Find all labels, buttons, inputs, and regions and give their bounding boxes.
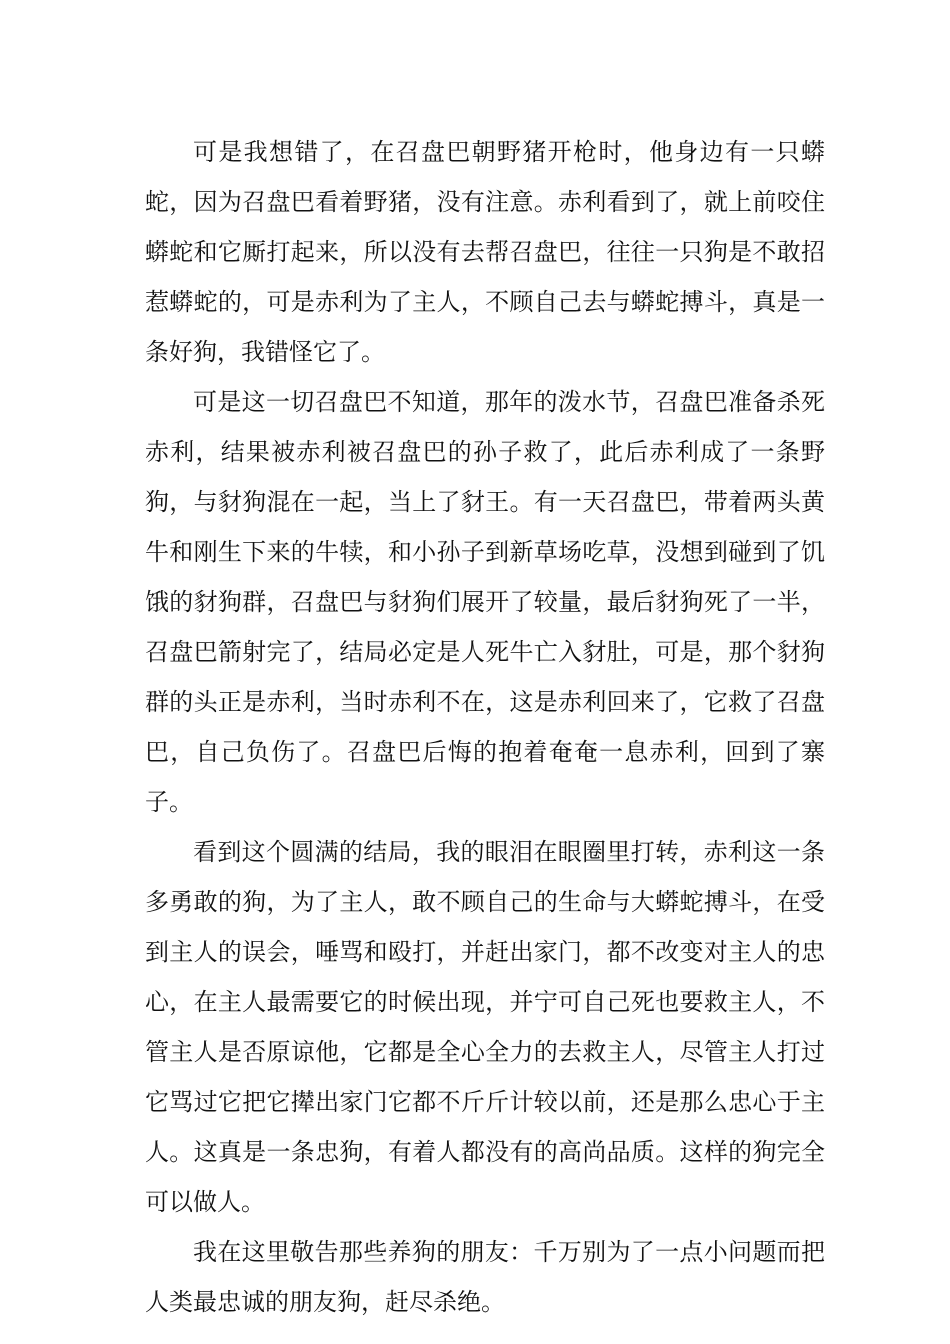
paragraph-1: 可是我想错了，在召盘巴朝野猪开枪时，他身边有一只蟒蛇，因为召盘巴看着野猪，没有注意。赤利看到了，就上前咬住蟒蛇和它厮打起来，所以没有去帮召盘巴，往往一只狗是不敢招惹蟒蛇的，可是赤利为了主人，不顾自己去与蟒蛇搏斗，真是一条好狗，我错怪它了。 [145, 138, 825, 366]
paragraph-4: 我在这里敬告那些养狗的朋友：千万别为了一点小问题而把人类最忠诚的朋友狗，赶尽杀绝。 [145, 1238, 825, 1316]
paragraph-2: 可是这一切召盘巴不知道，那年的泼水节，召盘巴准备杀死赤利，结果被赤利被召盘巴的孙子救了，此后赤利成了一条野狗，与豺狗混在一起，当上了豺王。有一天召盘巴，带着两头黄牛和刚生下来的牛犊，和小孙子到新草场吃草，没想到碰到了饥饿的豺狗群，召盘巴与豺狗们展开了较量，最后豺狗死了一半，召盘巴箭射完了，结局必定是人死牛亡入豺肚，可是，那个豺狗群的头正是赤利，当时赤利不在，这是赤利回来了，它救了召盘巴，自己负伤了。召盘巴后悔的抱着奄奄一息赤利，回到了寨子。 [145, 388, 825, 816]
document-body [145, 127, 825, 1327]
paragraph-3: 看到这个圆满的结局，我的眼泪在眼圈里打转，赤利这一条多勇敢的狗，为了主人，敢不顾自己的生命与大蟒蛇搏斗，在受到主人的误会，唾骂和殴打，并赶出家门，都不改变对主人的忠心，在主人最需要它的时候出现，并宁可自己死也要救主人，不管主人是否原谅他，它都是全心全力的去救主人，尽管主人打过它骂过它把它撵出家门它都不斤斤计较以前，还是那么忠心于主人。这真是一条忠狗，有着人都没有的高尚品质。这样的狗完全可以做人。 [145, 838, 825, 1216]
